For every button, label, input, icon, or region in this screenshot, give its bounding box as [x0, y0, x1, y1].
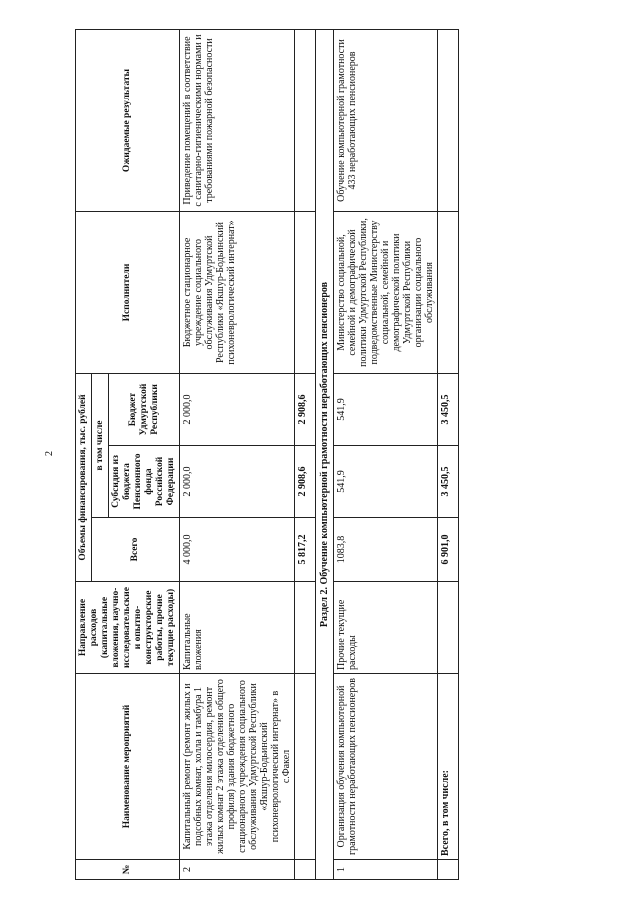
grand-total: 6 901,0 [438, 518, 459, 582]
table-row [180, 30, 295, 880]
row-pension-fund: 2 000,0 [180, 446, 295, 518]
row-pension-fund: 541,9 [334, 446, 438, 518]
funding-table [75, 29, 459, 880]
header-funding: Объемы финансирования, тыс. рублей [76, 374, 92, 582]
subtotal-row [295, 30, 316, 880]
row-direction: Капитальные вложения [180, 582, 295, 674]
rotated-page [75, 30, 625, 880]
section-title: Раздел 2. Обучение компьютерной грамотности неработающих пенсионеров [316, 30, 334, 880]
row-name: Капитальный ремонт (ремонт жилых и подсобных комнат, холла и тамбура 1 этажа отделения милосердия, ремонт жилых комнат 2 этажа отделения общего профиля) здания бюджетного стационарного учреждения социального обслуживания Удмуртской Республики «Якшур-Бодьинский психоневрологический интернат» в с.Факел [180, 674, 295, 860]
grand-total-row [438, 30, 459, 880]
grand-total-label: Всего, в том числе: [438, 674, 459, 860]
row-num: 1 [334, 860, 438, 880]
subtotal-total: 5 817,2 [295, 518, 316, 582]
header-executors: Исполнители [76, 212, 180, 374]
row-executors: Бюджетное стационарное учреждение социального обслуживания Удмуртской Республики «Якшур-Бодьинский психоневрологический интернат» [180, 212, 295, 374]
header-total: Всего [92, 518, 180, 582]
row-num: 2 [180, 860, 295, 880]
row-total: 1083,8 [334, 518, 438, 582]
grand-pension-fund: 3 450,5 [438, 446, 459, 518]
header-republic-budget: Бюджет Удмуртской Республики [109, 374, 180, 446]
row-direction: Прочие текущие расходы [334, 582, 438, 674]
table-row [334, 30, 438, 880]
subtotal-republic-budget: 2 908,6 [295, 374, 316, 446]
row-name: Организация обучения компьютерной грамотности неработающих пенсионеров [334, 674, 438, 860]
header-num: № [76, 860, 180, 880]
grand-republic-budget: 3 450,5 [438, 374, 459, 446]
header-name: Наименование мероприятий [76, 674, 180, 860]
subtotal-pension-fund: 2 908,6 [295, 446, 316, 518]
row-total: 4 000,0 [180, 518, 295, 582]
row-results: Приведение помещений в соответствие с санитарно-гигиеническими нормами и требованиями пожарной безопасности [180, 30, 295, 212]
header-pension-fund: Субсидия из бюджета Пенсионного фонда Российской Федерации [109, 446, 180, 518]
row-executors: Министерство социальной, семейной и демографической политики Удмуртской Республики, подведомственные Министерству социальной, семейной и демографической политики Удмуртской Республики организации социального обслуживания [334, 212, 438, 374]
section-row [316, 30, 334, 880]
header-results: Ожидаемые результаты [76, 30, 180, 212]
page-number: 2 [44, 451, 55, 456]
header-including: в том числе [92, 374, 109, 518]
row-republic-budget: 541,9 [334, 374, 438, 446]
header-direction: Направление расходов (капитальные вложения, научно-исследовательские и опытно-конструкторские работы, прочие текущие расходы) [76, 582, 180, 674]
row-results: Обучение компьютерной грамотности 433 неработающих пенсионеров [334, 30, 438, 212]
row-republic-budget: 2 000,0 [180, 374, 295, 446]
